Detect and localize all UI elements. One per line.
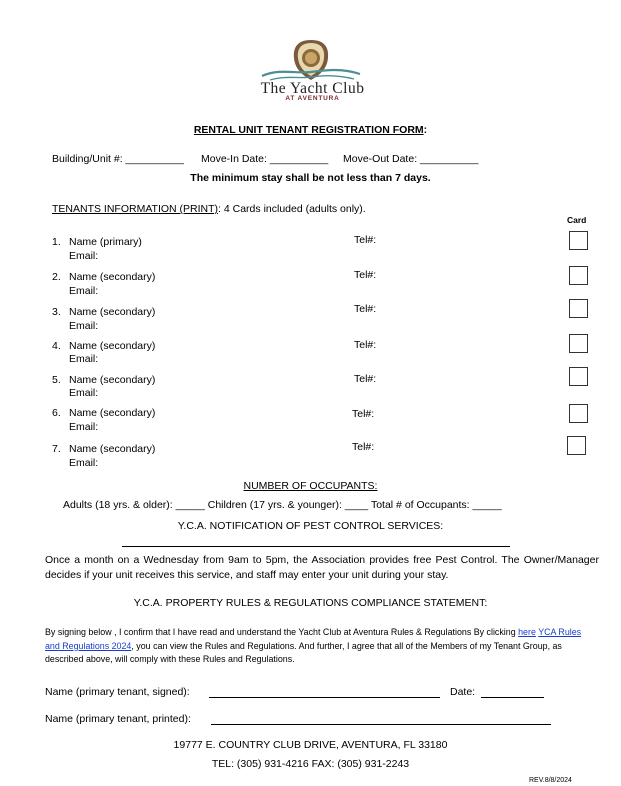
card-column-header: Card bbox=[567, 215, 587, 225]
tel-label[interactable]: Tel#: bbox=[354, 234, 377, 246]
move-out-date-field[interactable]: Move-Out Date: __________ bbox=[343, 153, 479, 165]
tenants-heading-title: TENANTS INFORMATION (PRINT) bbox=[52, 203, 219, 215]
email-label[interactable]: Email: bbox=[69, 320, 99, 332]
email-label[interactable]: Email: bbox=[69, 285, 99, 297]
pest-control-heading: Y.C.A. NOTIFICATION OF PEST CONTROL SERVICES: bbox=[177, 520, 444, 532]
signed-name-line[interactable] bbox=[209, 697, 440, 698]
footer-address: 19777 E. COUNTRY CLUB DRIVE, AVENTURA, FL 33180 bbox=[173, 739, 448, 751]
row-number: 5. bbox=[52, 374, 61, 386]
email-label[interactable]: Email: bbox=[69, 353, 99, 365]
email-label[interactable]: Email: bbox=[69, 457, 99, 469]
card-checkbox[interactable] bbox=[569, 266, 588, 285]
minimum-stay-notice: The minimum stay shall be not less than 7 days. bbox=[190, 172, 431, 184]
divider-line bbox=[122, 546, 510, 547]
card-checkbox[interactable] bbox=[569, 299, 588, 318]
tel-label[interactable]: Tel#: bbox=[352, 441, 375, 453]
tel-label[interactable]: Tel#: bbox=[354, 303, 377, 315]
name-label[interactable]: Name (secondary) bbox=[69, 306, 156, 318]
tel-label[interactable]: Tel#: bbox=[354, 269, 377, 281]
form-title-colon: : bbox=[423, 124, 428, 136]
date-label: Date: bbox=[450, 686, 476, 698]
move-in-date-field[interactable]: Move-In Date: __________ bbox=[201, 153, 329, 165]
occupants-line[interactable]: Adults (18 yrs. & older): _____ Children (17 yrs. & younger): ____ Total # of Occupants: _____ bbox=[63, 499, 502, 511]
row-number: 6. bbox=[52, 407, 61, 419]
email-label[interactable]: Email: bbox=[69, 387, 99, 399]
tel-label[interactable]: Tel#: bbox=[354, 373, 377, 385]
card-checkbox[interactable] bbox=[569, 231, 588, 250]
name-label[interactable]: Name (secondary) bbox=[69, 443, 156, 455]
rules-text-part1: By signing below , I confirm that I have read and understand the Yacht Club at Aventura Rules & Regulations By clicking bbox=[45, 627, 516, 637]
tel-label[interactable]: Tel#: bbox=[354, 339, 377, 351]
card-checkbox[interactable] bbox=[569, 367, 588, 386]
form-title-text: RENTAL UNIT TENANT REGISTRATION FORM bbox=[193, 124, 424, 136]
yca-rules-link[interactable]: YCA Rules and Regulations 2024 bbox=[45, 627, 582, 651]
card-checkbox[interactable] bbox=[569, 334, 588, 353]
name-label[interactable]: Name (secondary) bbox=[69, 271, 156, 283]
card-checkbox[interactable] bbox=[569, 404, 588, 423]
row-number: 1. bbox=[52, 236, 61, 248]
name-label[interactable]: Name (secondary) bbox=[69, 407, 156, 419]
row-number: 3. bbox=[52, 306, 61, 318]
form-title bbox=[0, 124, 621, 136]
printed-name-line[interactable] bbox=[211, 724, 551, 725]
building-unit-field[interactable]: Building/Unit #: __________ bbox=[52, 153, 184, 165]
rules-text-part2: , you can view the Rules and Regulations. And further, I agree that all of the Members of my Tenant Group, as described above, will comply with these Rules and Regulations. bbox=[45, 640, 562, 664]
tenants-heading bbox=[52, 203, 366, 215]
card-checkbox[interactable] bbox=[567, 436, 586, 455]
club-name: The Yacht Club bbox=[260, 80, 365, 97]
date-line[interactable] bbox=[481, 697, 544, 698]
club-subtitle: AT AVENTURA bbox=[285, 95, 340, 102]
signed-name-label: Name (primary tenant, signed): bbox=[45, 686, 190, 698]
tenants-heading-note: : 4 Cards included (adults only). bbox=[218, 203, 366, 215]
name-label[interactable]: Name (primary) bbox=[69, 236, 142, 248]
name-label[interactable]: Name (secondary) bbox=[69, 374, 156, 386]
pest-control-body: Once a month on a Wednesday from 9am to 5pm, the Association provides free Pest Control. The Owner/Manager decides if your unit receives this service, and staff may enter your unit during your stay. bbox=[45, 554, 599, 581]
tel-label[interactable]: Tel#: bbox=[352, 408, 375, 420]
revision-date: REV.8/8/2024 bbox=[529, 777, 572, 784]
rules-statement bbox=[45, 626, 597, 667]
email-label[interactable]: Email: bbox=[69, 421, 99, 433]
row-number: 7. bbox=[52, 443, 61, 455]
rules-heading: Y.C.A. PROPERTY RULES & REGULATIONS COMPLIANCE STATEMENT: bbox=[133, 597, 488, 609]
footer-phone: TEL: (305) 931-4216 FAX: (305) 931-2243 bbox=[211, 758, 410, 770]
printed-name-label: Name (primary tenant, printed): bbox=[45, 713, 191, 725]
name-label[interactable]: Name (secondary) bbox=[69, 340, 156, 352]
row-number: 2. bbox=[52, 271, 61, 283]
email-label[interactable]: Email: bbox=[69, 250, 99, 262]
occupants-heading: NUMBER OF OCCUPANTS: bbox=[243, 480, 378, 492]
here-link[interactable]: here bbox=[518, 627, 536, 637]
row-number: 4. bbox=[52, 340, 61, 352]
